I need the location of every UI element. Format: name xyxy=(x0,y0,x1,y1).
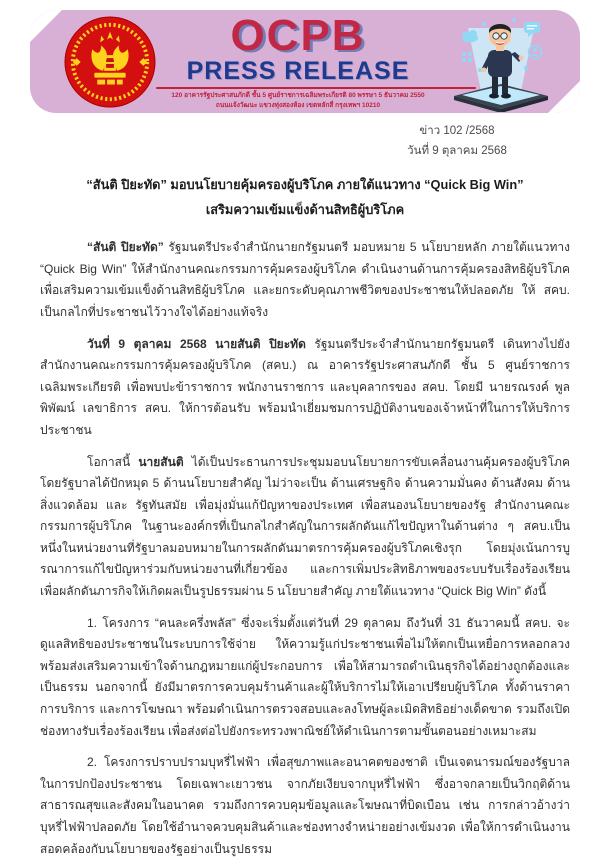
body-paragraph: 2. โครงการปราบปรามบุหรี่ไฟฟ้า เพื่อสุขภาพและอนาคตของชาติ เป็นเจตนารมณ์ของรัฐบาลในการปกป้องประชาชน โดยเฉพาะเยาวชน จากภัยเงียบจากบุหรี่ไฟฟ้า ซึ่งอาจกลายเป็นวิกฤติด้านสาธารณสุขและสังคมในอนาคต รวมถึงการควบคุมข้อมูลและโฆษณาที่บิดเบือน เช่น การกล่าวอ้างว่าบุหรี่ไฟฟ้าปลอดภัย โดยใช้อำนาจควบคุมสินค้าและช่องทางจำหน่ายอย่างเข้มงวด เพื่อให้การดำเนินงานสอดคล้องกับนโยบายของรัฐอย่างเป็นรูปธรรม xyxy=(40,755,570,856)
smartphone-icon xyxy=(454,84,548,112)
body-paragraph: วันที่ 9 ตุลาคม 2568 นายสันติ ปิยะทัด รัฐมนตรีประจำสำนักนายกรัฐมนตรี เดินทางไปยังสำนักงานคณะกรรมการคุ้มครองผู้บริโภค (สคบ.) ณ อาคารรัฐประศาสนภักดี ชั้น 5 ศูนย์ราชการเฉลิมพระเกียรติ เพื่อพบปะข้าราชการ พนักงานราชการ และบุคลากรของ สคบ. โดยมี นายรณรงค์ พูลพิพัฒน์ เลขาธิการ สคบ. ให้การต้อนรับ พร้อมนำเยี่ยมชมการปฏิบัติงานของเจ้าหน้าที่ในการให้บริการประชาชน xyxy=(40,336,570,437)
headline-line2: เสริมความเข้มแข็งด้านสิทธิผู้บริโภค xyxy=(205,202,405,218)
news-number: ข่าว 102 /2568 xyxy=(419,125,495,137)
body-paragraph: โอกาสนี้ นายสันติ ได้เป็นประธานการประชุมมอบนโยบายการขับเคลื่อนงานคุ้มครองผู้บริโภค โดยรัฐบาลได้ปักหมุด 5 ด้านนโยบายสำคัญ ไม่ว่าจะเป็น ด้านเศรษฐกิจ ด้านความมั่นคง ด้านสังคม ด้านสิ่งแวดล้อม และ รัฐทันสมัย เพื่อมุ่งมั่นแก้ปัญหาของประเทศ เพื่อสนองนโยบายของรัฐ สำนักงานคณะกรรมการผู้บริโภค ในฐานะองค์กรที่เป็นกลไกสำคัญในการผลักดันแก้ไขปัญหาในด้านต่าง ๆ สคบ.เป็นหนึ่งในหน่วยงานที่รัฐบาลมอบหมายในการผลักดันมาตรการคุ้มครองผู้บริโภคเชิงรุก โดยมุ่งเน้นการบูรณาการแก้ไขปัญหาร่วมกับหน่วยงานที่เกี่ยวข้อง และการเพิ่มประสิทธิภาพของระบบรับเรื่องร้องเรียน เพื่อผลักดันภารกิจให้เกิดผลเป็นรูปธรรมผ่าน 5 นโยบายสำคัญ ภายใต้แนวทาง “Quick Big Win” ดังนี้ xyxy=(40,454,570,599)
headline xyxy=(40,173,570,223)
body-paragraph: “สันติ ปิยะทัด” รัฐมนตรีประจำสำนักนายกรัฐมนตรี มอบหมาย 5 นโยบายหลัก ภายใต้แนวทาง “Quick Big Win” ให้สำนักงานคณะกรรมการคุ้มครองผู้บริโภค ดำเนินงานด้านการคุ้มครองสิทธิผู้บริโภค เพื่อเสริมความเข้มแข็งด้านสิทธิผู้บริโภค และยกระดับคุณภาพชีวิตของประชาชนให้ปลอดภัย ให้ สคบ. เป็นกลไกที่ประชาชนไว้วางใจได้อย่างแท้จริง xyxy=(40,240,570,319)
banner-subtitle: PRESS RELEASE xyxy=(186,56,410,85)
ocpb-seal-logo xyxy=(64,16,156,108)
document-meta xyxy=(352,121,562,161)
mascot-icon xyxy=(440,12,562,112)
body-paragraph: 1. โครงการ “คนละครึ่งพลัส” ซึ่งจะเริ่มตั้งแต่วันที่ 29 ตุลาคม ถึงวันที่ 31 ธันวาคมนี้ สคบ. จะดูแลสิทธิของประชาชนในระบบการใช้จ่าย ให้ความรู้แก่ประชาชนเพื่อไม่ให้ตกเป็นเหยื่อการหลอกลวง พร้อมส่งเสริมความเข้าใจด้านกฎหมายแก่ผู้ประกอบการ เพื่อให้สามารถดำเนินธุรกิจได้อย่างถูกต้องและเป็นธรรม นอกจากนี้ ยังมีมาตรการควบคุมร้านค้าและผู้ให้บริการไม่ให้เอาเปรียบผู้บริโภค ทั้งด้านราคา การบริการ และการโฆษณา พร้อมดำเนินการตรวจสอบและลงโทษผู้ละเมิดสิทธิอย่างเด็ดขาด รวมถึงเปิดช่องทางรับเรื่องร้องเรียน เพื่อส่งต่อไปยังกระทรวงพาณิชย์ให้ดำเนินการตามขั้นตอนอย่างเหมาะสม xyxy=(40,615,570,738)
ocpb-seal-icon xyxy=(64,16,156,108)
mascot-illustration xyxy=(440,12,562,112)
user-icon xyxy=(529,45,542,58)
news-date: วันที่ 9 ตุลาคม 2568 xyxy=(407,145,507,158)
banner-address-line1: 120 อาคารรัฐประศาสนภักดี ชั้น 5 ศูนย์ราชการเฉลิมพระเกียรติ 80 พรรษา 5 ธันวาคม 2550 xyxy=(171,92,425,100)
red-divider-line xyxy=(156,87,476,89)
document-body xyxy=(40,237,570,860)
banner-title: OCPB xyxy=(230,10,366,60)
headline-line1: “สันติ ปิยะทัด” มอบนโยบายคุ้มครองผู้บริโภค ภายใต้แนวทาง “Quick Big Win” xyxy=(86,177,524,193)
apps-icon xyxy=(462,52,472,62)
press-release-banner xyxy=(30,10,580,113)
banner-address-line2: ถนนแจ้งวัฒนะ แขวงทุ่งสองห้อง เขตหลักสี่ กรุงเทพฯ 10210 xyxy=(215,102,381,110)
cloud-icon xyxy=(462,30,478,43)
